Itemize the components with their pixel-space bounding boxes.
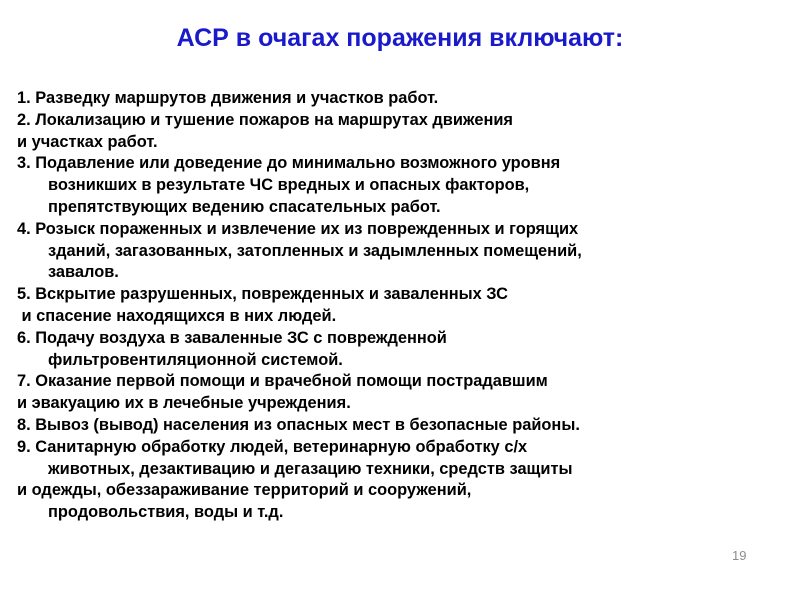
list-item-9-line-4: продовольствия, воды и т.д. [48,503,284,522]
list-item-4-line-3: завалов. [48,263,119,282]
list-item-6-line-2: фильтровентиляционной системой. [48,350,343,369]
list-item-7-line-2: и эвакуацию их в лечебные учреждения. [17,394,351,413]
list-item-2-line-1: 2. Локализацию и тушение пожаров на маршрутах движения [17,110,513,129]
list-item-3-line-2: возникших в результате ЧС вредных и опасных факторов, [48,176,530,195]
list-item-4-line-1: 4. Розыск пораженных и извлечение их из поврежденных и горящих [17,219,579,238]
list-item-2-line-2: и участках работ. [17,132,158,151]
list-item-4-line-2: зданий, загазованных, затопленных и задымленных помещений, [48,241,582,260]
list-item-5-line-2: и спасение находящихся в них людей. [17,306,337,325]
list-item-8-line-1: 8. Вывоз (вывод) населения из опасных мест в безопасные районы. [17,415,580,434]
list-item-9-line-3: и одежды, обеззараживание территорий и сооружений, [17,481,472,500]
list-item-9-line-2: животных, дезактивацию и дегазацию техники, средств защиты [48,459,573,478]
list-item-5-line-1: 5. Вскрытие разрушенных, поврежденных и заваленных ЗС [17,285,508,304]
slide-title: АСР в очагах поражения включают: [176,24,624,52]
list-item-7-line-1: 7. Оказание первой помощи и врачебной помощи пострадавшим [17,372,548,391]
list-item-9-line-1: 9. Санитарную обработку людей, ветеринарную обработку с/х [17,437,528,456]
list-item-3-line-3: препятствующих ведению спасательных работ. [48,197,441,216]
page-number: 19 [732,548,747,563]
list-item-3-line-1: 3. Подавление или доведение до минимально возможного уровня [17,154,561,173]
slide-body [17,88,792,524]
list-item-6-line-1: 6. Подачу воздуха в заваленные ЗС с поврежденной [17,328,447,347]
list-item-1-line-1: 1. Разведку маршрутов движения и участков работ. [17,89,439,107]
